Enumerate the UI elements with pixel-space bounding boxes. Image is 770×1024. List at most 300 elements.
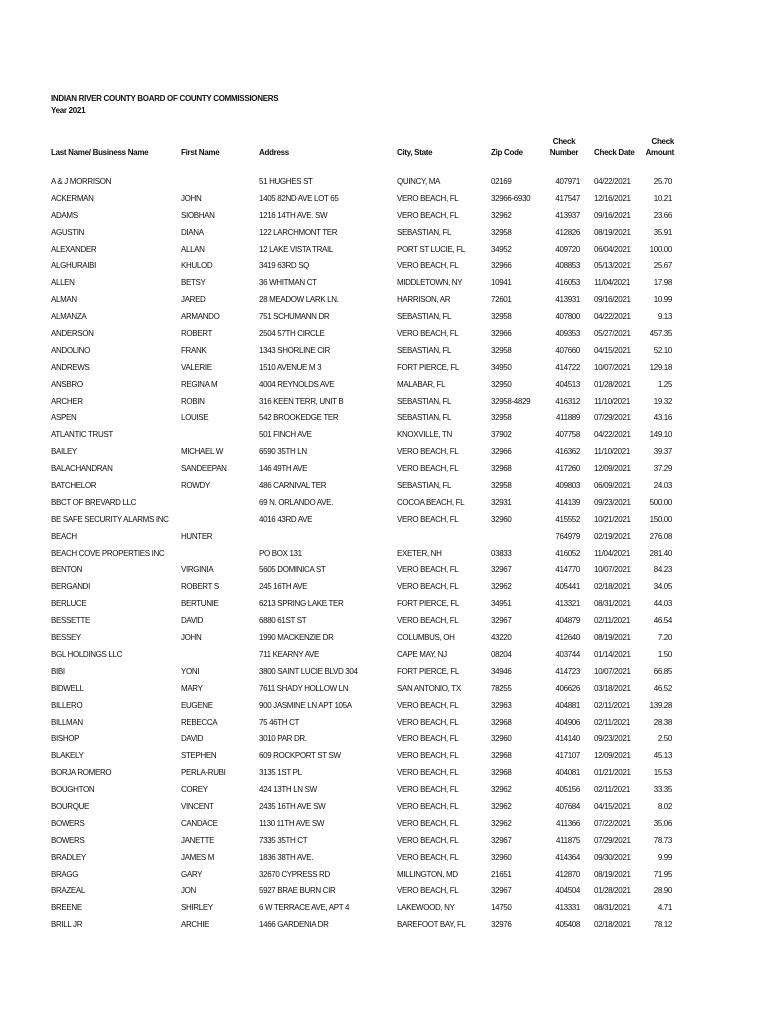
city-state-cell: FORT PIERCE, FL (397, 599, 460, 609)
table-row (0, 377, 770, 394)
address-cell: 1405 82ND AVE LOT 65 (259, 193, 339, 203)
zip-cell: 32931 (491, 497, 512, 507)
zip-cell: 32960 (491, 852, 512, 862)
check-number-cell: 407684 (555, 801, 580, 811)
last-name-cell: BALACHANDRAN (51, 464, 113, 474)
check-number-cell: 404513 (555, 379, 580, 389)
amount-cell: 139.28 (649, 700, 672, 710)
address-cell: 2504 57TH CIRCLE (259, 329, 325, 339)
table-row (0, 292, 770, 309)
last-name-cell: ARCHER (51, 396, 83, 406)
address-cell: 4016 43RD AVE (259, 514, 313, 524)
table-row (0, 394, 770, 411)
zip-cell: 32968 (491, 464, 512, 474)
table-row (0, 647, 770, 664)
last-name-cell: ACKERMAN (51, 193, 94, 203)
table-row (0, 867, 770, 884)
table-row (0, 478, 770, 495)
address-cell: 28 MEADOW LARK LN. (259, 295, 339, 305)
table-row (0, 343, 770, 360)
address-cell: 36 WHITMAN CT (259, 278, 317, 288)
amount-cell: 45.13 (653, 751, 672, 761)
last-name-cell: BORJA ROMERO (51, 768, 112, 778)
last-name-cell: ALGHURAIBI (51, 261, 96, 271)
address-cell: 1466 GARDENIA DR (259, 920, 329, 930)
check-date-cell: 09/23/2021 (594, 497, 631, 507)
first-name-cell: DIANA (181, 227, 204, 237)
check-number-cell: 414140 (555, 734, 580, 744)
col-city-state: City, State (397, 148, 433, 157)
amount-cell: 500.00 (649, 497, 672, 507)
first-name-cell: ALLAN (181, 244, 205, 254)
zip-cell: 32967 (491, 616, 512, 626)
check-date-cell: 02/19/2021 (594, 531, 631, 541)
first-name-cell: ARCHIE (181, 920, 210, 930)
check-number-cell: 411366 (555, 818, 580, 828)
first-name-cell: CANDACE (181, 818, 218, 828)
check-date-cell: 02/11/2021 (594, 785, 630, 795)
last-name-cell: BOURQUE (51, 801, 89, 811)
amount-cell: 7.20 (657, 633, 672, 643)
last-name-cell: BERLUCE (51, 599, 87, 609)
city-state-cell: VERO BEACH, FL (397, 193, 459, 203)
first-name-cell: ARMANDO (181, 312, 220, 322)
amount-cell: 39.37 (653, 447, 672, 457)
check-number-cell: 409720 (555, 244, 580, 254)
city-state-cell: VERO BEACH, FL (397, 751, 459, 761)
check-date-cell: 04/22/2021 (594, 430, 631, 440)
address-cell: 3010 PAR DR. (259, 734, 307, 744)
table-row (0, 546, 770, 563)
zip-cell: 32960 (491, 514, 512, 524)
first-name-cell: ROBIN (181, 396, 205, 406)
last-name-cell: BRADLEY (51, 852, 86, 862)
last-name-cell: BESSEY (51, 633, 81, 643)
zip-cell: 32966 (491, 261, 512, 271)
amount-cell: 150.00 (649, 514, 672, 524)
last-name-cell: BRAGG (51, 869, 79, 879)
last-name-cell: BGL HOLDINGS LLC (51, 649, 123, 659)
check-date-cell: 03/18/2021 (594, 683, 631, 693)
check-date-cell: 08/19/2021 (594, 227, 631, 237)
check-date-cell: 07/29/2021 (594, 413, 631, 423)
first-name-cell: COREY (181, 785, 208, 795)
check-number-cell: 404504 (555, 886, 580, 896)
city-state-cell: CAPE MAY, NJ (397, 649, 447, 659)
table-row (0, 444, 770, 461)
city-state-cell: SAN ANTONIO, TX (397, 683, 461, 693)
check-number-cell: 413931 (555, 295, 580, 305)
address-cell: 3419 63RD SQ (259, 261, 310, 271)
city-state-cell: MALABAR, FL (397, 379, 446, 389)
check-date-cell: 01/21/2021 (594, 768, 631, 778)
address-cell: 2435 16TH AVE SW (259, 801, 326, 811)
first-name-cell: MARY (181, 683, 203, 693)
city-state-cell: VERO BEACH, FL (397, 582, 459, 592)
check-date-cell: 02/18/2021 (594, 920, 631, 930)
address-cell: 542 BROOKEDGE TER (259, 413, 339, 423)
address-cell: 6880 61ST ST (259, 616, 307, 626)
city-state-cell: VERO BEACH, FL (397, 768, 459, 778)
zip-cell: 32958 (491, 227, 512, 237)
check-date-cell: 04/15/2021 (594, 345, 631, 355)
check-number-cell: 404881 (555, 700, 580, 710)
last-name-cell: ALEXANDER (51, 244, 97, 254)
last-name-cell: BESSETTE (51, 616, 90, 626)
first-name-cell: VIRGINIA (181, 565, 214, 575)
amount-cell: 46.54 (653, 616, 672, 626)
address-cell: 32670 CYPRESS RD (259, 869, 330, 879)
address-cell: PO BOX 131 (259, 548, 302, 558)
address-cell: 245 16TH AVE (259, 582, 308, 592)
zip-cell: 32962 (491, 210, 512, 220)
first-name-cell: DAVID (181, 734, 204, 744)
last-name-cell: BBCT OF BREVARD LLC (51, 497, 137, 507)
table-row (0, 900, 770, 917)
city-state-cell: SEBASTIAN, FL (397, 413, 452, 423)
check-date-cell: 11/10/2021 (594, 447, 630, 457)
address-cell: 146 49TH AVE (259, 464, 308, 474)
amount-cell: 28.38 (653, 717, 672, 727)
check-number-cell: 405156 (555, 785, 580, 795)
check-date-cell: 12/09/2021 (594, 464, 631, 474)
address-cell: 1216 14TH AVE. SW (259, 210, 328, 220)
check-date-cell: 04/22/2021 (594, 312, 631, 322)
check-number-cell: 411889 (555, 413, 580, 423)
first-name-cell: STEPHEN (181, 751, 217, 761)
table-row (0, 681, 770, 698)
table-row (0, 275, 770, 292)
last-name-cell: BOWERS (51, 835, 85, 845)
check-number-cell: 407800 (555, 312, 580, 322)
amount-cell: 276.08 (649, 531, 672, 541)
col-first-name: First Name (181, 148, 220, 157)
last-name-cell: BERGANDI (51, 582, 90, 592)
amount-cell: 9.13 (657, 312, 672, 322)
zip-cell: 32967 (491, 886, 512, 896)
address-cell: 75 46TH CT (259, 717, 300, 727)
zip-cell: 21651 (491, 869, 512, 879)
check-number-cell: 416052 (555, 548, 580, 558)
check-number-cell: 413321 (555, 599, 580, 609)
zip-cell: 32958 (491, 312, 512, 322)
zip-cell: 32968 (491, 768, 512, 778)
first-name-cell: VINCENT (181, 801, 214, 811)
last-name-cell: ALLEN (51, 278, 75, 288)
address-cell: 1510 AVENUE M 3 (259, 362, 322, 372)
table-row (0, 208, 770, 225)
amount-cell: 281.40 (649, 548, 672, 558)
address-cell: 6590 35TH LN (259, 447, 307, 457)
city-state-cell: MILLINGTON, MD (397, 869, 458, 879)
table-row (0, 309, 770, 326)
last-name-cell: ATLANTIC TRUST (51, 430, 113, 440)
address-cell: 7335 35TH CT (259, 835, 308, 845)
last-name-cell: BAILEY (51, 447, 77, 457)
city-state-cell: SEBASTIAN, FL (397, 481, 452, 491)
check-number-cell: 413331 (555, 903, 580, 913)
check-number-cell: 411875 (555, 835, 580, 845)
zip-cell: 10941 (491, 278, 512, 288)
last-name-cell: BRAZEAL (51, 886, 86, 896)
last-name-cell: ASPEN (51, 413, 77, 423)
check-date-cell: 08/19/2021 (594, 869, 631, 879)
amount-cell: 8.02 (657, 801, 672, 811)
first-name-cell: YONI (181, 666, 200, 676)
zip-cell: 32958-4829 (491, 396, 531, 406)
amount-cell: 33.35 (653, 785, 672, 795)
zip-cell: 32968 (491, 717, 512, 727)
zip-cell: 32958 (491, 413, 512, 423)
last-name-cell: BATCHELOR (51, 481, 97, 491)
amount-cell: 10.21 (653, 193, 672, 203)
amount-cell: 37.29 (653, 464, 672, 474)
last-name-cell: BIBI (51, 666, 65, 676)
check-number-cell: 416312 (555, 396, 580, 406)
city-state-cell: VERO BEACH, FL (397, 261, 459, 271)
first-name-cell: ROWDY (181, 481, 210, 491)
last-name-cell: ADAMS (51, 210, 78, 220)
amount-cell: 84.23 (653, 565, 672, 575)
city-state-cell: VERO BEACH, FL (397, 835, 459, 845)
zip-cell: 32968 (491, 751, 512, 761)
address-cell: 609 ROCKPORT ST SW (259, 751, 341, 761)
col-zip-code: Zip Code (491, 148, 523, 157)
city-state-cell: VERO BEACH, FL (397, 818, 459, 828)
amount-cell: 1.50 (657, 649, 672, 659)
table-row (0, 630, 770, 647)
city-state-cell: BAREFOOT BAY, FL (397, 920, 466, 930)
city-state-cell: COCOA BEACH, FL (397, 497, 465, 507)
check-date-cell: 01/28/2021 (594, 886, 631, 896)
check-number-cell: 412826 (555, 227, 580, 237)
address-cell: 900 JASMINE LN APT 105A (259, 700, 352, 710)
last-name-cell: ANDREWS (51, 362, 90, 372)
check-number-cell: 405441 (555, 582, 580, 592)
zip-cell: 32963 (491, 700, 512, 710)
check-date-cell: 01/28/2021 (594, 379, 631, 389)
table-row (0, 731, 770, 748)
amount-cell: 78.73 (653, 835, 672, 845)
address-cell: 5927 BRAE BURN CIR (259, 886, 336, 896)
amount-cell: 35.91 (653, 227, 672, 237)
table-row (0, 579, 770, 596)
check-date-cell: 09/16/2021 (594, 210, 631, 220)
city-state-cell: HARRISON, AR (397, 295, 451, 305)
table-row (0, 360, 770, 377)
zip-cell: 32967 (491, 565, 512, 575)
city-state-cell: SEBASTIAN, FL (397, 345, 452, 355)
address-cell: 3800 SAINT LUCIE BLVD 304 (259, 666, 358, 676)
zip-cell: 72601 (491, 295, 512, 305)
zip-cell: 32966 (491, 329, 512, 339)
table-row (0, 664, 770, 681)
amount-cell: 66.85 (653, 666, 672, 676)
check-number-cell: 407758 (555, 430, 580, 440)
first-name-cell: DAVID (181, 616, 204, 626)
amount-cell: 52.10 (653, 345, 672, 355)
check-date-cell: 01/14/2021 (594, 649, 631, 659)
check-number-cell: 406626 (555, 683, 580, 693)
amount-cell: 10.99 (653, 295, 672, 305)
zip-cell: 32962 (491, 785, 512, 795)
check-number-cell: 412640 (555, 633, 580, 643)
check-number-cell: 416053 (555, 278, 580, 288)
last-name-cell: BEACH COVE PROPERTIES INC (51, 548, 165, 558)
check-date-cell: 02/11/2021 (594, 700, 630, 710)
city-state-cell: SEBASTIAN, FL (397, 312, 452, 322)
zip-cell: 02169 (491, 177, 512, 186)
check-date-cell: 02/11/2021 (594, 717, 630, 727)
check-number-cell: 417260 (555, 464, 580, 474)
city-state-cell: MIDDLETOWN, NY (397, 278, 463, 288)
column-header-row (0, 132, 770, 158)
address-cell: 6213 SPRING LAKE TER (259, 599, 344, 609)
amount-cell: 129.18 (649, 362, 672, 372)
amount-cell: 44.03 (653, 599, 672, 609)
city-state-cell: VERO BEACH, FL (397, 886, 459, 896)
amount-cell: 35.06 (653, 818, 672, 828)
check-date-cell: 07/22/2021 (594, 818, 631, 828)
first-name-cell: FRANK (181, 345, 207, 355)
table-row (0, 613, 770, 630)
last-name-cell: ANDERSON (51, 329, 94, 339)
check-number-cell: 414770 (555, 565, 580, 575)
zip-cell: 32962 (491, 801, 512, 811)
first-name-cell: BETSY (181, 278, 206, 288)
zip-cell: 32950 (491, 379, 512, 389)
amount-cell: 100.00 (649, 244, 672, 254)
table-row (0, 461, 770, 478)
city-state-cell: PORT ST LUCIE, FL (397, 244, 465, 254)
zip-cell: 34950 (491, 362, 512, 372)
first-name-cell: VALERIE (181, 362, 212, 372)
last-name-cell: BILLERO (51, 700, 83, 710)
col-check-date: Check Date (594, 148, 635, 157)
city-state-cell: FORT PIERCE, FL (397, 666, 460, 676)
zip-cell: 43220 (491, 633, 512, 643)
check-number-cell: 415552 (555, 514, 580, 524)
last-name-cell: ANDOLINO (51, 345, 90, 355)
check-date-cell: 02/18/2021 (594, 582, 631, 592)
address-cell: 1343 SHORLINE CIR (259, 345, 330, 355)
first-name-cell: SHIRLEY (181, 903, 213, 913)
check-number-cell: 409803 (555, 481, 580, 491)
city-state-cell: VERO BEACH, FL (397, 852, 459, 862)
amount-cell: 1.25 (657, 379, 672, 389)
city-state-cell: SEBASTIAN, FL (397, 396, 452, 406)
first-name-cell: KHULOD (181, 261, 213, 271)
col-address: Address (259, 148, 289, 157)
check-date-cell: 09/30/2021 (594, 852, 631, 862)
address-cell: 3135 1ST PL (259, 768, 302, 778)
table-row (0, 174, 770, 191)
last-name-cell: ALMAN (51, 295, 77, 305)
city-state-cell: VERO BEACH, FL (397, 717, 459, 727)
city-state-cell: VERO BEACH, FL (397, 464, 459, 474)
amount-cell: 25.70 (653, 177, 672, 186)
check-number-cell: 407660 (555, 345, 580, 355)
check-date-cell: 11/10/2021 (594, 396, 630, 406)
city-state-cell: SEBASTIAN, FL (397, 227, 452, 237)
first-name-cell: EUGENE (181, 700, 213, 710)
address-cell: 1130 11TH AVE SW (259, 818, 325, 828)
zip-cell: 32962 (491, 818, 512, 828)
first-name-cell: JON (181, 886, 196, 896)
zip-cell: 32960 (491, 734, 512, 744)
city-state-cell: VERO BEACH, FL (397, 447, 459, 457)
amount-cell: 149.10 (649, 430, 672, 440)
first-name-cell: MICHAEL W (181, 447, 223, 457)
city-state-cell: LAKEWOOD, NY (397, 903, 455, 913)
check-date-cell: 11/04/2021 (594, 278, 630, 288)
address-cell: 1836 38TH AVE. (259, 852, 314, 862)
last-name-cell: BREENE (51, 903, 82, 913)
zip-cell: 32966-6930 (491, 193, 531, 203)
city-state-cell: VERO BEACH, FL (397, 514, 459, 524)
last-name-cell: BRILL JR (51, 920, 83, 930)
check-date-cell: 05/27/2021 (594, 329, 631, 339)
address-cell: 5605 DOMINICA ST (259, 565, 326, 575)
zip-cell: 32962 (491, 582, 512, 592)
first-name-cell: LOUISE (181, 413, 209, 423)
check-date-cell: 09/23/2021 (594, 734, 631, 744)
check-date-cell: 10/07/2021 (594, 666, 631, 676)
last-name-cell: BLAKELY (51, 751, 84, 761)
amount-cell: 46.52 (653, 683, 672, 693)
amount-cell: 19.32 (653, 396, 672, 406)
table-row (0, 529, 770, 546)
first-name-cell: SANDEEPAN (181, 464, 227, 474)
address-cell: 1990 MACKENZIE DR (259, 633, 334, 643)
org-title: INDIAN RIVER COUNTY BOARD OF COUNTY COMMISSIONERS (51, 94, 279, 103)
zip-cell: 03833 (491, 548, 512, 558)
address-cell: 486 CARNIVAL TER (259, 481, 327, 491)
check-number-cell: 404906 (555, 717, 580, 727)
first-name-cell: JOHN (181, 633, 202, 643)
city-state-cell: VERO BEACH, FL (397, 801, 459, 811)
col-last-name: Last Name/ Business Name (51, 148, 149, 157)
amount-cell: 28.90 (653, 886, 672, 896)
zip-cell: 08204 (491, 649, 512, 659)
last-name-cell: BEACH (51, 531, 77, 541)
address-cell: 122 LARCHMONT TER (259, 227, 338, 237)
amount-cell: 71.95 (653, 869, 672, 879)
first-name-cell: PERLA-RUBI (181, 768, 226, 778)
address-cell: 69 N. ORLANDO AVE. (259, 497, 334, 507)
first-name-cell: JARED (181, 295, 206, 305)
col-check-number: Check Number (549, 137, 579, 157)
last-name-cell: AGUSTIN (51, 227, 85, 237)
last-name-cell: BE SAFE SECURITY ALARMS INC (51, 514, 169, 524)
zip-cell: 34951 (491, 599, 512, 609)
last-name-cell: BOUGHTON (51, 785, 95, 795)
amount-cell: 34.05 (653, 582, 672, 592)
address-cell: 501 FINCH AVE (259, 430, 312, 440)
first-name-cell: JOHN (181, 193, 202, 203)
city-state-cell: COLUMBUS, OH (397, 633, 455, 643)
amount-cell: 78.12 (653, 920, 672, 930)
last-name-cell: ANSBRO (51, 379, 83, 389)
amount-cell: 24.03 (653, 481, 672, 491)
check-number-cell: 417107 (555, 751, 580, 761)
first-name-cell: ROBERT S (181, 582, 219, 592)
city-state-cell: FORT PIERCE, FL (397, 362, 460, 372)
city-state-cell: VERO BEACH, FL (397, 329, 459, 339)
table-row (0, 562, 770, 579)
check-number-cell: 408853 (555, 261, 580, 271)
first-name-cell: ROBERT (181, 329, 213, 339)
